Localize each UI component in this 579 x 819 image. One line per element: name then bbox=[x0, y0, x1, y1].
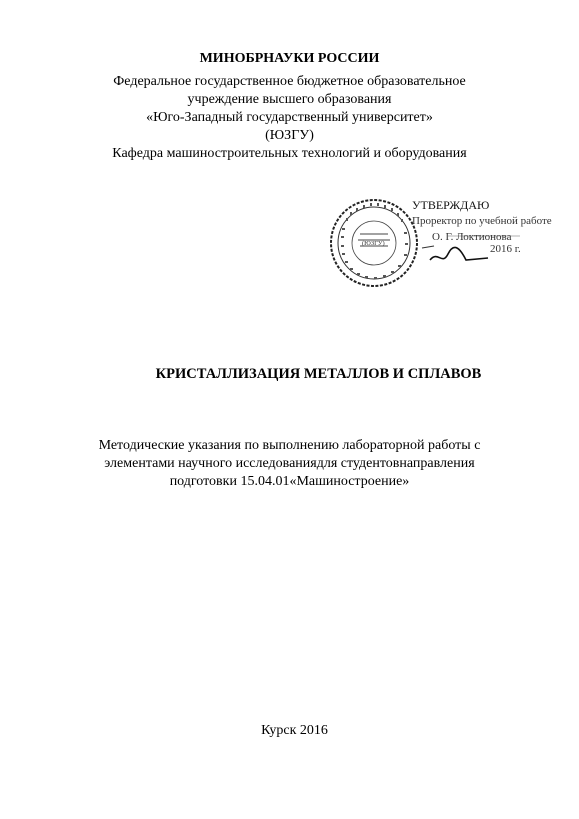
seal-center-text: (ЮЗГУ) bbox=[362, 240, 385, 247]
ministry-heading: МИНОБРНАУКИ РОССИИ bbox=[199, 51, 380, 66]
city-year: Курск 2016 bbox=[261, 723, 328, 738]
approval-approve: УТВЕРЖДАЮ bbox=[412, 198, 490, 212]
approval-date: 2016 г. bbox=[490, 243, 521, 255]
university-name: «Юго-Западный государственный университет» bbox=[146, 110, 433, 125]
institution-line-2: учреждение высшего образования bbox=[187, 92, 392, 107]
approval-position: Проректор по учебной работе bbox=[412, 215, 552, 227]
approval-name: О. Г. Локтионова bbox=[432, 231, 512, 243]
approval-stamp-block bbox=[330, 188, 552, 298]
department-name: Кафедра машиностроительных технологий и оборудования bbox=[112, 146, 467, 161]
description-line-1: Методические указания по выполнению лабораторной работы с bbox=[98, 438, 481, 453]
institution-line-1: Федеральное государственное бюджетное образовательное bbox=[113, 74, 466, 89]
university-abbr: (ЮЗГУ) bbox=[265, 128, 314, 143]
description-line-3: подготовки 15.04.01«Машиностроение» bbox=[169, 474, 410, 489]
document-title: КРИСТАЛЛИЗАЦИЯ МЕТАЛЛОВ И СПЛАВОВ bbox=[155, 366, 482, 382]
description-line-2: элементами научного исследованиядля студентовнаправления bbox=[104, 456, 475, 471]
